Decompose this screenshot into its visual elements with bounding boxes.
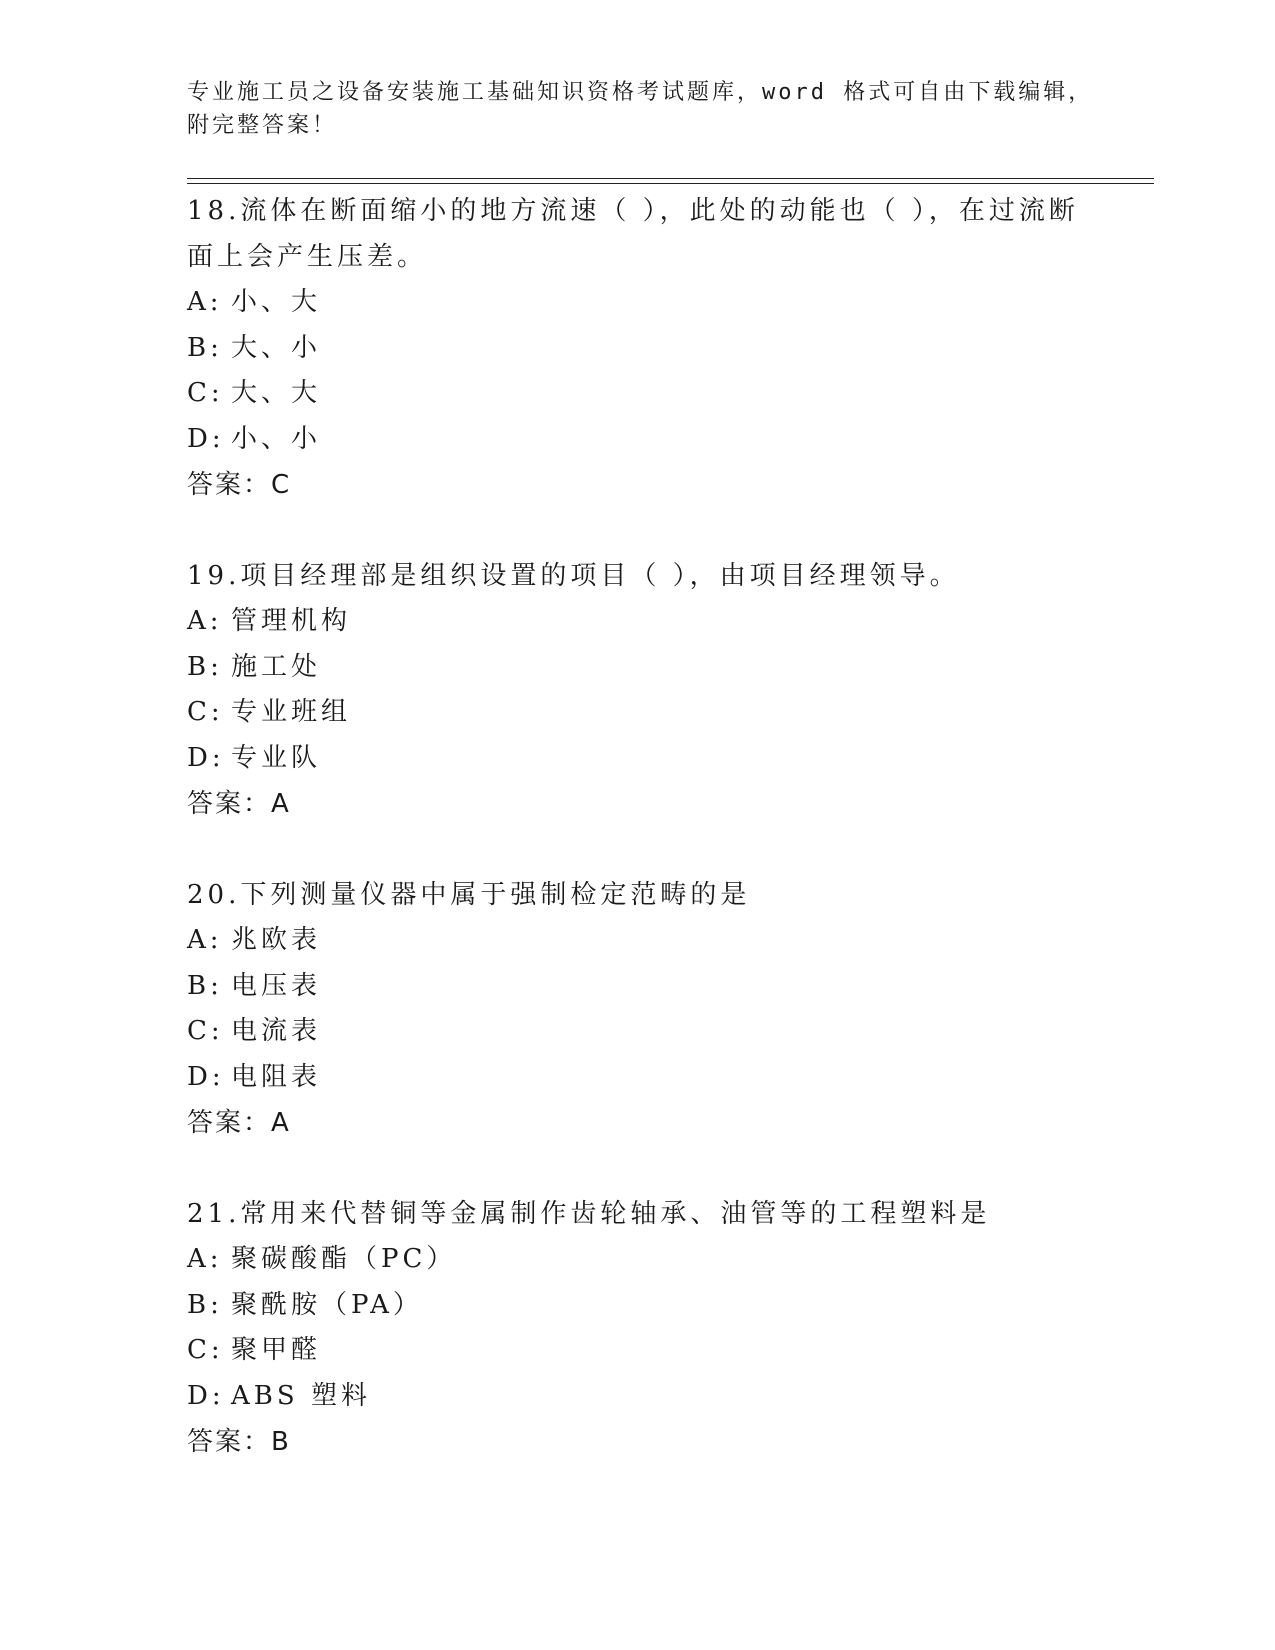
option-text: 电流表 [231, 1016, 322, 1046]
question-stem-line: 18.流体在断面缩小的地方流速（ ），此处的动能也（ ），在过流断 [187, 196, 1079, 226]
option-key: D: [187, 742, 225, 773]
option-c [187, 1328, 1117, 1374]
option-b [187, 964, 1117, 1010]
option-d [187, 417, 1117, 463]
answer-line: 答案：A [187, 1108, 291, 1138]
option-key: C: [187, 1016, 224, 1046]
option-key: B: [187, 1289, 223, 1320]
header-text-line-1: 专业施工员之设备安装施工基础知识资格考试题库，word 格式可自由下载编辑， [187, 80, 1094, 105]
option-key: C: [187, 378, 224, 408]
option-text: 聚碳酸酯（PC） [231, 1244, 457, 1274]
option-text: 聚甲醛 [231, 1335, 322, 1365]
option-text: 电阻表 [231, 1061, 322, 1092]
option-c [187, 1009, 1117, 1055]
option-d [187, 1055, 1117, 1101]
question-18 [187, 188, 1117, 508]
option-text: 电压表 [231, 970, 322, 1001]
question-20 [187, 872, 1117, 1146]
answer-line: 答案：A [187, 789, 291, 819]
option-key: D: [187, 423, 225, 454]
option-a [187, 280, 1117, 326]
header-text-line-2: 附完整答案！ [187, 113, 338, 138]
option-b [187, 326, 1117, 372]
option-key: A: [187, 287, 223, 317]
option-text: 专业队 [231, 742, 322, 773]
answer-line: 答案：C [187, 470, 292, 500]
option-text: 兆欧表 [231, 925, 322, 955]
option-a [187, 918, 1117, 964]
question-stem-line: 21.常用来代替铜等金属制作齿轮轴承、油管等的工程塑料是 [187, 1199, 991, 1229]
question-stem-line: 20.下列测量仪器中属于强制检定范畴的是 [187, 880, 751, 910]
option-text: 施工处 [231, 651, 322, 682]
option-text: 大、小 [231, 332, 322, 363]
header-divider-bottom [187, 183, 1154, 184]
option-text: 管理机构 [231, 606, 352, 636]
option-text: ABS 塑料 [231, 1380, 371, 1411]
option-text: 大、大 [231, 378, 322, 408]
option-key: C: [187, 1335, 224, 1365]
option-b [187, 645, 1117, 691]
question-19 [187, 553, 1117, 827]
option-a [187, 599, 1117, 645]
option-key: C: [187, 697, 224, 727]
option-c [187, 690, 1117, 736]
option-key: A: [187, 606, 223, 636]
option-d [187, 1374, 1117, 1420]
option-key: B: [187, 332, 223, 363]
option-text: 小、小 [231, 423, 322, 454]
question-stem-line: 19.项目经理部是组织设置的项目（ ），由项目经理领导。 [187, 561, 960, 591]
answer-line: 答案：B [187, 1427, 291, 1457]
option-key: D: [187, 1061, 225, 1092]
option-key: B: [187, 651, 223, 682]
option-d [187, 736, 1117, 782]
option-key: B: [187, 970, 223, 1001]
option-key: A: [187, 1244, 223, 1274]
option-a [187, 1237, 1117, 1283]
option-text: 专业班组 [231, 697, 352, 727]
question-21 [187, 1191, 1117, 1465]
option-text: 聚酰胺（PA） [231, 1289, 423, 1320]
option-key: A: [187, 925, 223, 955]
option-c [187, 371, 1117, 417]
option-text: 小、大 [231, 287, 322, 317]
option-key: D: [187, 1380, 225, 1411]
header-divider-top [187, 178, 1154, 179]
question-stem-line: 面上会产生压差。 [187, 242, 428, 272]
option-b [187, 1283, 1117, 1329]
